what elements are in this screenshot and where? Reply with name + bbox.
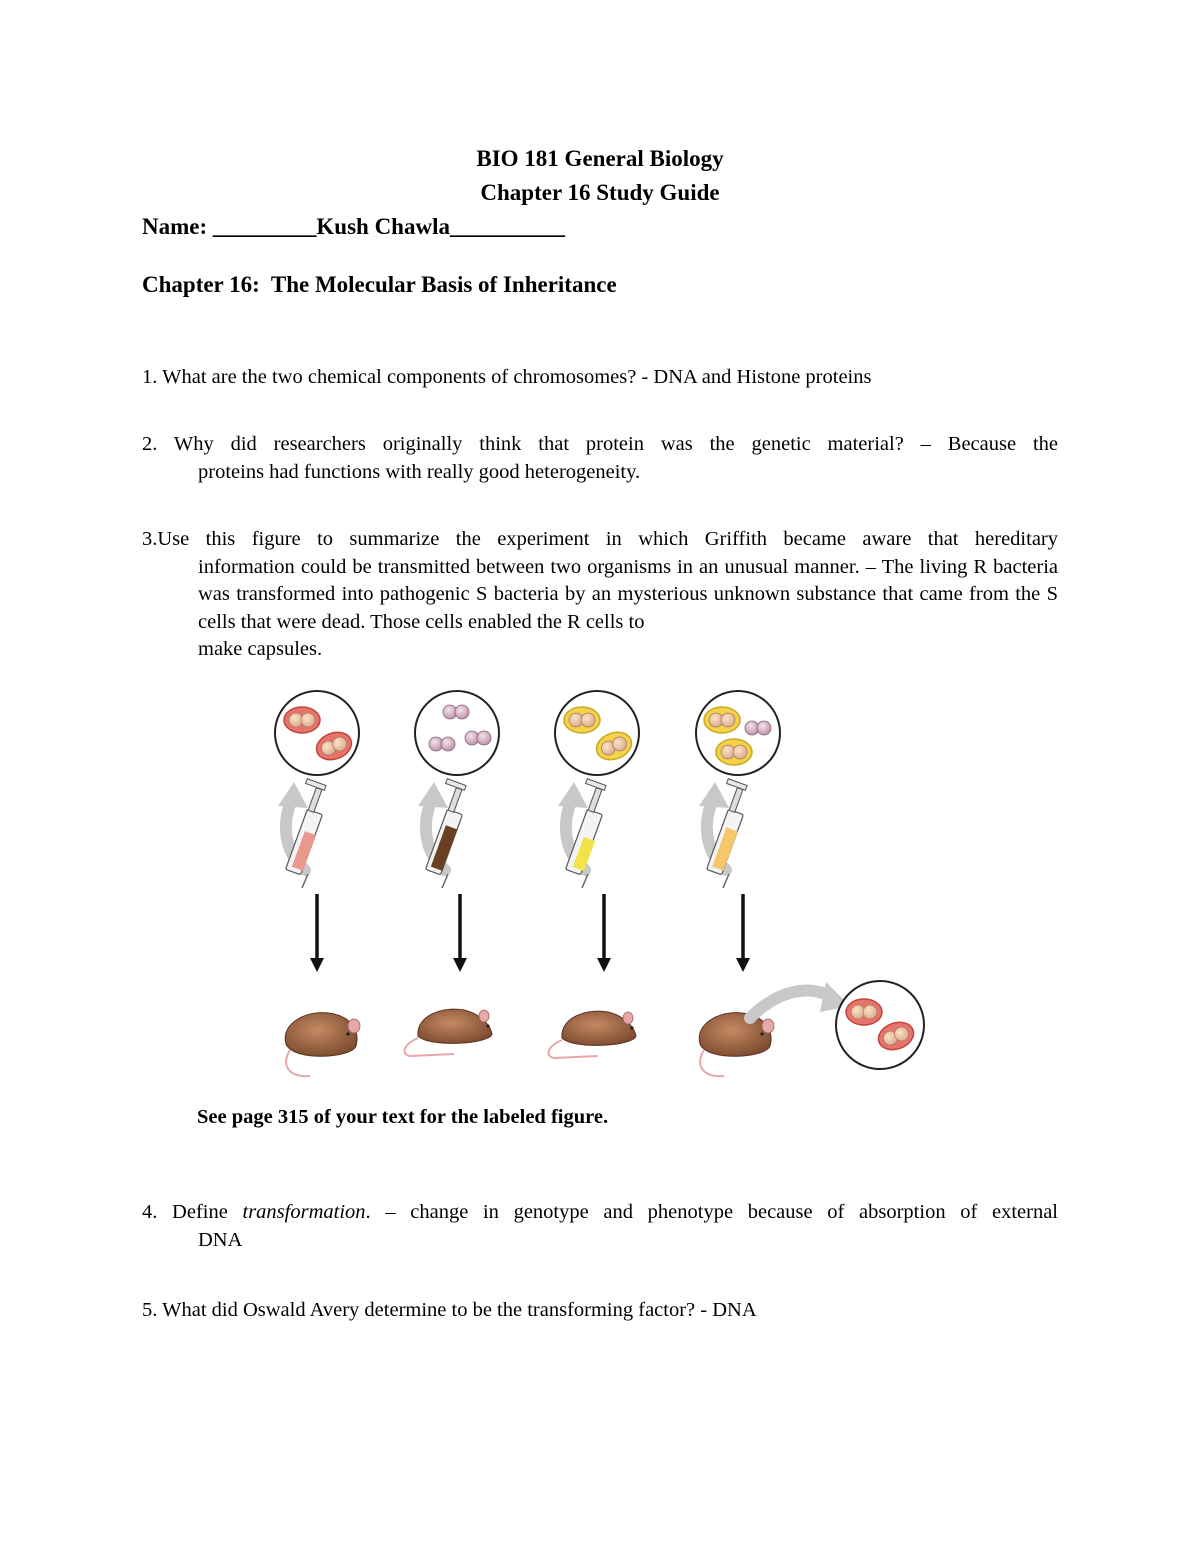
mouse-icon (404, 1009, 492, 1056)
question-2-line-1: 2. Why did researchers originally think that protein was the genetic material? – Because the (142, 433, 1058, 455)
question-1-text: 1. What are the two chemical components of chromosomes? - DNA and Histone proteins (142, 366, 872, 388)
petri-dish-icon (275, 691, 359, 775)
name-blank-before: _________ (212, 214, 317, 239)
chapter-heading: Chapter 16: The Molecular Basis of Inheritance (142, 272, 617, 297)
question-3-line-1: 3.Use this figure to summarize the experiment in which Griffith became aware that hereditary (142, 528, 1058, 550)
question-2-line-2: proteins had functions with really good heterogeneity. (198, 460, 641, 483)
question-3-last-line: make capsules. (198, 638, 323, 660)
curved-arrow-icon (286, 800, 726, 870)
question-3-body: information could be transmitted between two organisms in an unusual manner. – The living R bacteria was transformed into pathogenic S bacteria by an mysterious unknown substance that came from the S cells that were dead. Those cells enabled the R cells to (198, 555, 1058, 633)
question-2 (142, 431, 1058, 486)
petri-dish-icon (555, 691, 639, 775)
study-guide-title: Chapter 16 Study Guide (480, 180, 720, 205)
question-4 (142, 1199, 1058, 1254)
name-line (142, 212, 565, 242)
name-blank-after: __________ (449, 214, 565, 239)
question-5 (142, 1297, 1058, 1325)
figure-caption: See page 315 of your text for the labeled figure. (197, 1106, 609, 1128)
question-3-answer (142, 554, 1058, 664)
name-label: Name: (142, 214, 208, 239)
student-name: Kush Chawla (316, 214, 450, 239)
petri-dish-icon (836, 981, 924, 1069)
question-5-text: 5. What did Oswald Avery determine to be the transforming factor? - DNA (142, 1299, 757, 1321)
petri-dish-icon (696, 691, 780, 775)
question-4-suffix: . – change in genotype and phenotype because of absorption of external (365, 1201, 1058, 1223)
petri-dish-icon (415, 691, 499, 775)
question-1 (142, 364, 1058, 392)
curved-arrow-heads (278, 782, 729, 808)
mouse-icon (285, 1013, 360, 1077)
course-title: BIO 181 General Biology (476, 146, 724, 171)
question-4-prefix: 4. Define (142, 1201, 243, 1223)
down-arrow-icon (310, 894, 750, 972)
question-4-line-1 (142, 1199, 1058, 1227)
question-3 (142, 526, 1058, 664)
curved-arrow-icon (750, 982, 850, 1018)
question-4-term: transformation (242, 1201, 366, 1223)
mouse-icon (699, 1013, 774, 1077)
question-4-line-2: DNA (198, 1228, 243, 1251)
mouse-icon (548, 1011, 636, 1058)
griffith-experiment-figure (260, 688, 940, 1088)
